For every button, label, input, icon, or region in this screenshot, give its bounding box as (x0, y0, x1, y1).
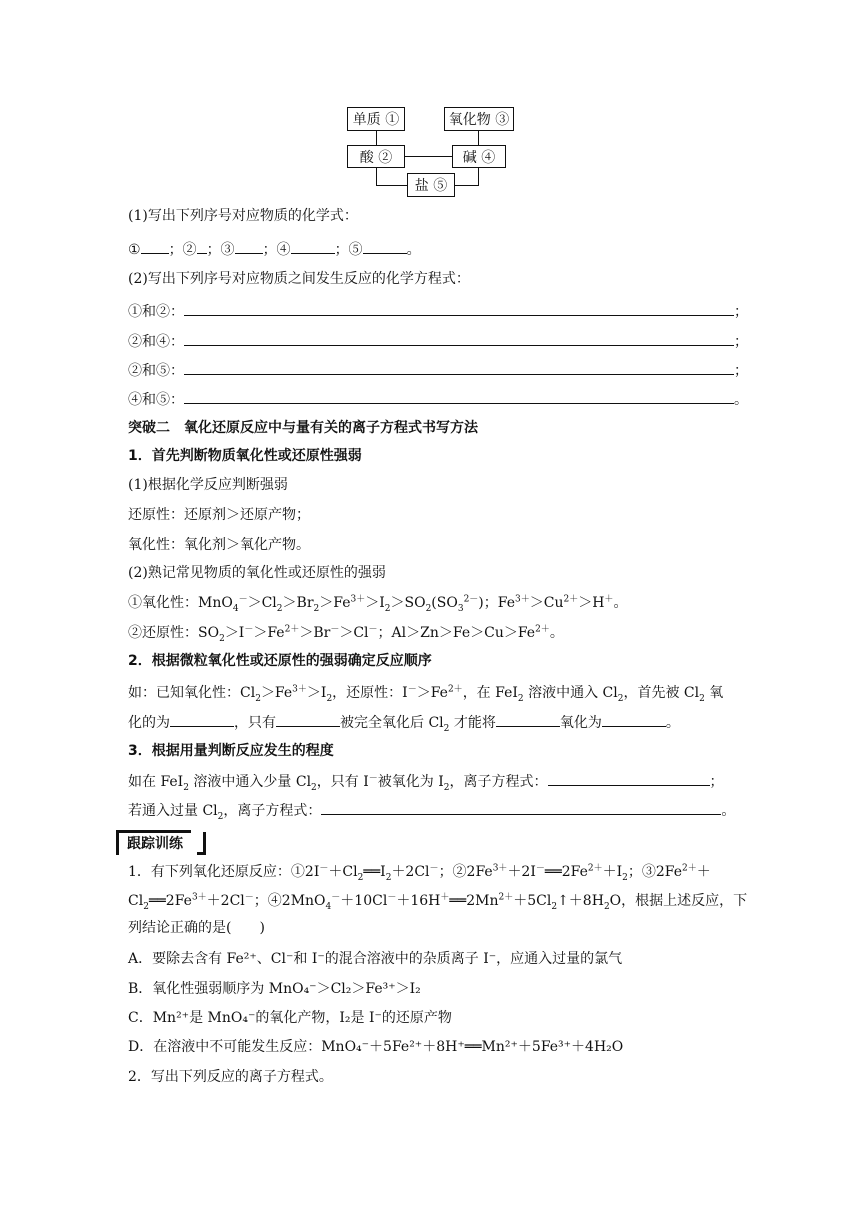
box-salt: 盐 ⑤ (407, 173, 455, 197)
reducing-order: ②还原性：$SO_2>I^->Fe^{2+}>Br^->Cl^-$；$Al>Zn>Fe>Cu>Fe^{2+}$。 (128, 624, 564, 644)
box-elem: 单质 ① (347, 107, 405, 131)
practice-q1-line3: 列结论正确的是( ) (128, 920, 265, 936)
blank-4[interactable] (291, 239, 335, 254)
blank-5[interactable] (363, 239, 407, 254)
s2-example-line1: 如：已知氧化性：$Cl_2>Fe^{3+}>I_2$，还原性：$I^->Fe^{2+}$，在 FeI$_2$ 溶液中通入 $Cl_2$，首先被 $Cl_2$ 氧 (128, 684, 724, 704)
q1-blanks: ① ；② ；③ ；④ ；⑤ 。 (128, 239, 421, 260)
answer-blank-2[interactable] (184, 331, 734, 346)
blank-1[interactable] (141, 239, 169, 254)
s1-sub2: (2)熟记常见物质的氧化性或还原性的强弱 (128, 565, 386, 581)
s1-reducing: 还原性：还原剂＞还原产物； (128, 507, 310, 523)
s1-sub1: (1)根据化学反应判断强弱 (128, 477, 288, 493)
q2-line-4: ④和⑤： 。 (128, 389, 748, 410)
connector-acid-base (405, 156, 452, 157)
practice-q1-line1: 1．有下列氧化还原反应：$①2I^-+Cl_2══I_2+2Cl^-$；$②2Fe^{3+}+2I^-══2Fe^{2+}+I_2$；$③2Fe^{2+}+$ (128, 863, 711, 883)
answer-blank-1[interactable] (184, 301, 734, 316)
blank-next-oxidized[interactable] (496, 712, 560, 727)
blank-fully-oxidized[interactable] (276, 712, 340, 727)
s3-line2: 若通入过量 $Cl_2$，离子方程式： 。 (128, 800, 735, 821)
s3-title: 3．根据用量判断反应发生的程度 (128, 743, 334, 759)
option-d[interactable]: D．在溶液中不可能发生反应：MnO₄⁻＋5Fe²⁺＋8H⁺══Mn²⁺＋5Fe³⁺＋4H₂O (128, 1039, 624, 1055)
box-acid: 酸 ② (347, 145, 405, 168)
s2-example-line2: 化的为 ，只有 被完全氧化后 $Cl_2$ 才能将 氧化为 。 (128, 712, 680, 733)
option-a[interactable]: A．要除去含有 Fe²⁺、Cl⁻和 I⁻的混合溶液中的杂质离子 I⁻，应通入过量的氯气 (128, 951, 623, 967)
badge-bracket (197, 832, 206, 855)
section-title: 突破二 氧化还原反应中与量有关的离子方程式书写方法 (128, 420, 478, 436)
oxidizing-order: ①氧化性：$MnO_4^->Cl_2>Br_2>Fe^{3+}>I_2>SO_2(SO_3^{2-})$；$Fe^{3+}>Cu^{2+}>H^+$。 (128, 594, 628, 614)
connector-acid-down (376, 167, 377, 185)
answer-blank-4[interactable] (184, 389, 734, 404)
practice-q1-line2: $Cl_2══2Fe^{3+}+2Cl^-$；$④2MnO_4^-+10Cl^-+16H^+══2Mn^{2+}+5Cl_2↑+8H_2O$，根据上述反应，下 (128, 892, 748, 912)
s1-oxidizing: 氧化性：氧化剂＞氧化产物。 (128, 537, 310, 553)
blank-product[interactable] (602, 712, 666, 727)
connector-base-down (478, 167, 479, 185)
practice-badge: 跟踪训练 (116, 830, 191, 855)
q2-line-1: ①和②： ； (128, 301, 748, 322)
connector-oxide-base (478, 131, 479, 145)
q1-title: (1)写出下列序号对应物质的化学式： (128, 208, 358, 224)
q2-line-3: ②和⑤： ； (128, 360, 748, 381)
s3-line1: 如在 FeI$_2$ 溶液中通入少量 $Cl_2$，只有 I－被氧化为 $I_2$，离子方程式： ； (128, 771, 724, 792)
q2-title: (2)写出下列序号对应物质之间发生反应的化学方程式： (128, 271, 470, 287)
blank-small-cl2[interactable] (548, 771, 710, 786)
box-oxide: 氧化物 ③ (444, 107, 514, 131)
connector-right-salt (455, 185, 479, 186)
connector-left-salt (376, 185, 407, 186)
option-b[interactable]: B．氧化性强弱顺序为 MnO₄⁻＞Cl₂＞Fe³⁺＞I₂ (128, 981, 421, 997)
blank-first-oxidized[interactable] (170, 712, 234, 727)
s1-title: 1．首先判断物质氧化性或还原性强弱 (128, 448, 362, 464)
practice-q2: 2．写出下列反应的离子方程式。 (128, 1069, 333, 1085)
answer-blank-3[interactable] (184, 360, 734, 375)
connector-elem-acid (376, 131, 377, 145)
blank-2[interactable] (197, 239, 207, 254)
box-base: 碱 ④ (452, 145, 506, 168)
blank-3[interactable] (235, 239, 263, 254)
option-c[interactable]: C．Mn²⁺是 MnO₄⁻的氧化产物，I₂是 I⁻的还原产物 (128, 1010, 452, 1026)
q2-line-2: ②和④： ； (128, 331, 748, 352)
blank-excess-cl2[interactable] (321, 800, 721, 815)
s2-title: 2．根据微粒氧化性或还原性的强弱确定反应顺序 (128, 653, 432, 669)
